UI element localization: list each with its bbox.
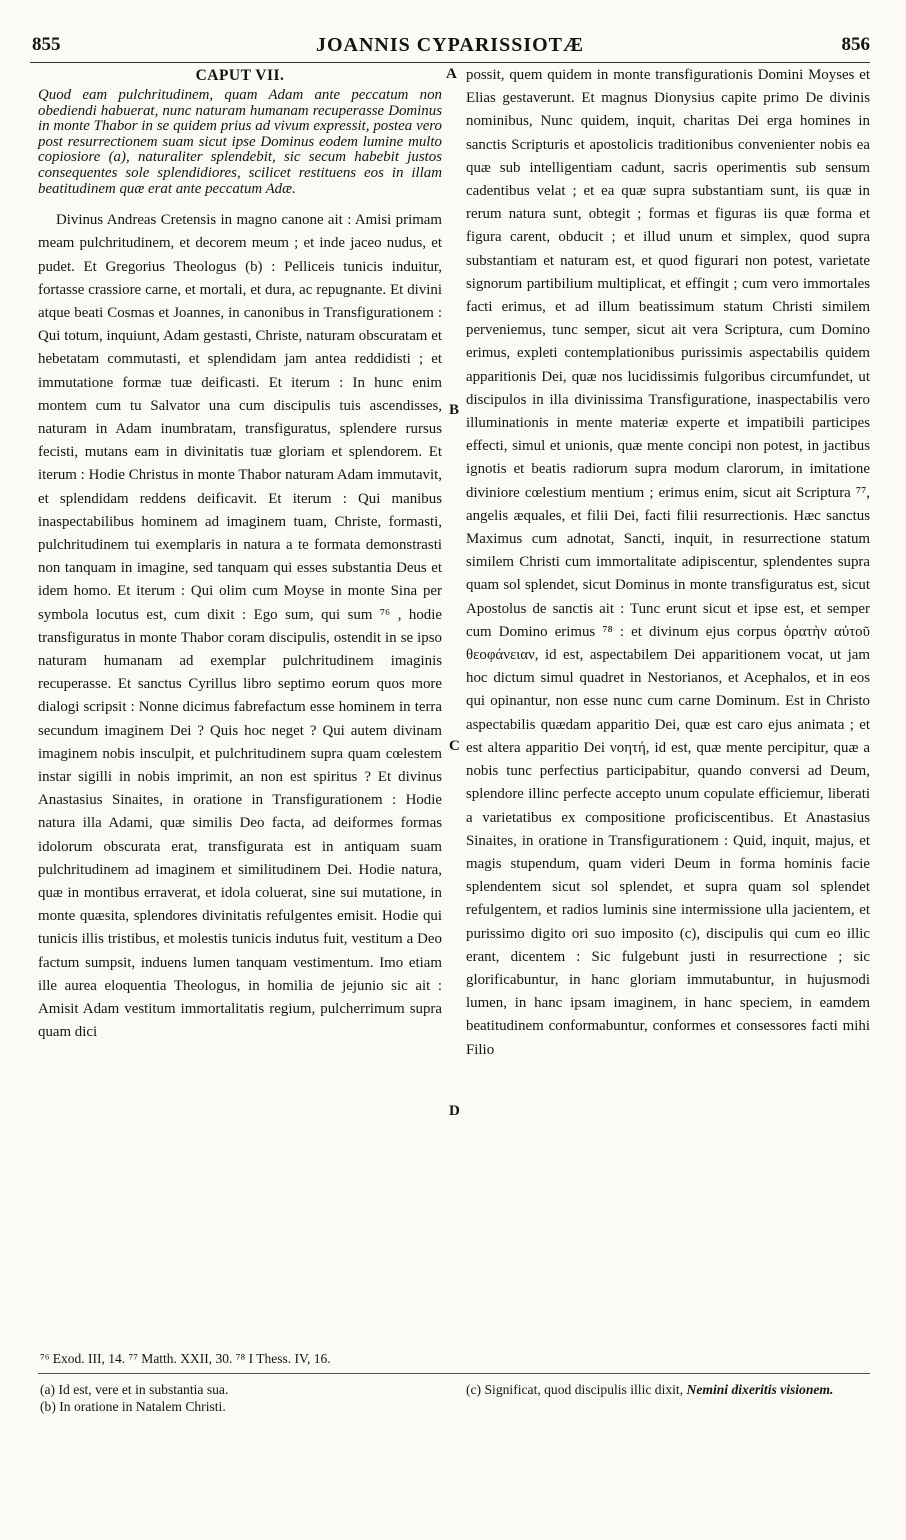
- scripture-references: ⁷⁶ Exod. III, 14. ⁷⁷ Matth. XXII, 30. ⁷⁸ I Thess. IV, 16.: [40, 1351, 331, 1366]
- margin-letter-c: C: [449, 738, 460, 754]
- footnotes-right: [466, 1381, 870, 1398]
- page-number-right: 856: [841, 34, 870, 55]
- chapter-heading: CAPUT VII.: [195, 67, 285, 84]
- margin-letter-b: B: [449, 402, 460, 418]
- running-head: [30, 34, 870, 62]
- footnote-rule: [38, 1373, 870, 1374]
- left-column: [38, 64, 442, 1044]
- header-rule: [30, 62, 870, 63]
- chapter-argument: Quod eam pulchritudinem, quam Adam ante peccatum non obediendi habuerat, nunc naturam humanam recuperasse Dominus in monte Thabor in se quidem prius ad vivum expressit, postea vero post resurrectionem suam sicut ipse Dominus eodem lumine multo copiosiore (a), naturaliter splendebit, sic secum habebit justos consequentes sole splendidiores, scilicet restituens eos in illam beatitudinem quæ erat ante peccatum Adæ.: [38, 87, 442, 197]
- margin-letter-d: D: [449, 1103, 460, 1119]
- page-number-left: 855: [32, 34, 61, 55]
- footnotes-left: [40, 1381, 440, 1415]
- footnote-a: (a) Id est, vere et in substantia sua.: [40, 1382, 229, 1397]
- footnote-c-text: (c) Significat, quod discipulis illic dixit,: [466, 1382, 684, 1397]
- footnote-c-quote: Nemini dixeritis visionem.: [686, 1382, 834, 1397]
- footnote-b: (b) In oratione in Natalem Christi.: [40, 1399, 226, 1414]
- margin-letter-a: A: [446, 66, 457, 82]
- right-column-text: possit, quem quidem in monte transfigurationis Domini Moyses et Elias gestaverunt. Et magnus Dionysius capite primo De divinis nominibus, Nunc quidem, inquit, charitas Dei erga homines in sanctis Scripturis et apostolicis traditionibus convenienter nobis ea quæ sub intelligentiam cadunt, sacris operimentis sub sensum cadentibus velat ; et ea quæ supra substantiam sunt, iis quæ in rerum natura sunt, obtegit ; formas et figuras iis quæ forma et figura carent, obducit ; et illud unum et simplex, quod supra substantiam et naturam est, et quod figurari non potest, varietate signorum partibilium multiplicat, et effingit ; cum vero immortales facti erimus, et ad illum beatissimum statum Christi similem perveniemus, tunc semper, sicut ait vera Scriptura, cum Domino erimus, expleti contemplationibus purissimis aspectabilis quidem apparitionis Dei, quæ nos lucidissimis fulgoribus circumfundet, ut discipulos in illa divinissima Transfiguratione, inaspectabilis vero illuminationis in mente materiæ experte et impatibili participes effecti, simul et unionis, quæ mente concipi non potest, in jactibus ignotis et beatis radiorum supra modum clarorum, in imitatione diviniore cœlestium mentium ; erimus enim, sicut ait Scriptura ⁷⁷, angelis æquales, et filii Dei, facti filii resurrectionis. Hæc sanctus Maximus cum adnotat, Sancti, inquit, in resurrectione statum similem Christi cum immortalitate adipiscentur, splendentes supra quam sol splendet, sicut Dominus in monte transfiguratus est, sicut Apostolus de sanctis ait : Tunc erunt sicut et ipse est, et semper cum Domino erimus ⁷⁸ : et divinum ejus corpus ὁρατὴν αὐτοῦ θεοφάνειαν, id est, aspectabilem Dei apparitionem vocat, ut jam hoc dictum simul quadret in Nestorianos, et Acephalos, et in eos qui opinantur, non esse nunc cum carne Dominum. Est in Christo aspectabilis quædam apparitio Dei, quæ est caro ejus animata ; et est altera apparitio Dei νοητή, id est, quæ mente percipitur, quæ a nobis tunc perfectius participabitur, quando conversi ad Deum, splendore illinc perfecte accepto unum copulate efficiemur, liberati a varietatibus ex compositione proficiscentibus. Et Anastasius Sinaites, in oratione in Transfigurationem : Quid, inquit, majus, et magis stupendum, quam videri Deum in forma hominis facie splendentem sicut sol splendet, et supra quam sol splendet refulgentem, et radios luminis sine intermissione ulla jacientem, et purissimo digito ori suo imposito (c), discipulis qui cum eo illic erant, dicentem : Sic fulgebunt justi in resurrectione ; sic glorificabuntur, in hanc gloriam immutabuntur, in hujusmodi lumen, in hanc ipsam imaginem, in hanc speciem, in eamdem beatitudinem conformabuntur, conformes et consessores facti mihi Filio: [466, 67, 870, 1058]
- left-column-text: Divinus Andreas Cretensis in magno canone ait : Amisi primam meam pulchritudinem, et decorem meum ; et inde jaceo nudus, et pudet. Et Gregorius Theologus (b) : Pelliceis tunicis induitur, fortasse crassiore carne, et mortali, et dura, ac repugnante. Et divini atque beati Cosmas et Joannes, in canonibus in Transfigurationem : Qui totum, inquiunt, Adam gestasti, Christe, naturam obscuratam et hebetatam commutasti, et splendidam jam antea reddidisti ; et immutatione formæ tuæ deificasti. Et iterum : In hunc enim montem cum tu Salvator una cum discipulis tuis ascendisses, naturam in Adam inumbratam, transfiguratus, splendere rursus fecisti, mutans eam in divinitatis tuæ gloriam et splendorem. Et iterum : Hodie Christus in monte Thabor naturam Adam immutavit, et splendidam reddens deificavit. Et iterum : Qui manibus inaspectabilibus hominem ad imaginem tuam, Christe, formasti, pulchritudinem tui exemplaris in natura a te formata demonstrasti non tanquam in imagine, sed tanquam qui esses substantia Deus et idem homo. Et iterum : Qui olim cum Moyse in monte Sina per symbola locutus est, cum dixit : Ego sum, qui sum ⁷⁶ , hodie transfiguratus in monte Thabor coram discipulis, ostendit in se ipso naturam humanam ad exemplar pulchritudinem imaginis recuperasse. Et sanctus Cyrillus libro septimo eorum quos more dialogi scripsit : Nonne dicimus fabrefactum esse hominem in terra secundum imaginem Dei ? Quis hoc neget ? Qui autem divinam imaginem nobis insculpit, et pulchritudinem supra quam cœlestem instar sigilli in nobis imprimit, an non est spiritus ? Et divinus Anastasius Sinaites, in oratione in Transfigurationem : Hodie natura illa Adami, quæ similis Deo facta, ad deiformes formas idolorum obscurata erat, transfigurata est in antiquam suam pulchritudinem ad imaginem et similitudinem Dei. Hodie natura, quæ in montibus erraverat, et idola coluerat, sine sui mutatione, in monte quæsita, splendores divinitatis refulgentes emisit. Hodie qui tunicis illis tristibus, et molestis tunicis indutus fuit, vestitum a Deo factum sumpsit, induens lumen tanquam vestimentum. Imo etiam ille aurea eloquentia Theologus, in homilia de jejunio sic ait : Amisit Adam vestitum immortalitatis regium, pulcherrimum supra quam dici: [38, 212, 442, 1041]
- right-column: [466, 64, 870, 1062]
- footnote-c: [466, 1381, 870, 1398]
- running-title: JOANNIS CYPARISSIOTÆ: [315, 34, 584, 56]
